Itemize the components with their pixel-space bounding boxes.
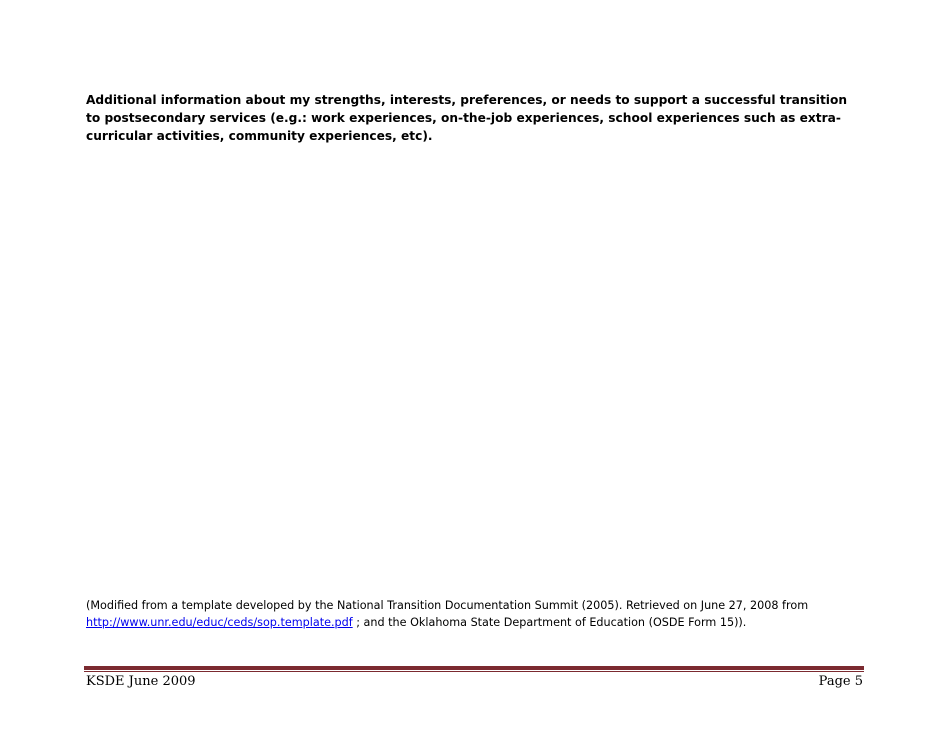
footer-rule-thin <box>84 671 864 672</box>
footer-date: KSDE June 2009 <box>86 674 196 689</box>
footer-rule-thick <box>84 666 864 670</box>
citation-prefix: (Modified from a template developed by the National Transition Documentation Summit (2005). Retrieved on June 27, 2008 from <box>86 599 809 612</box>
section-heading: Additional information about my strengths, interests, preferences, or needs to support a successful transition to postsecondary services (e.g.: work experiences, on-the-job experiences, school experiences such as extra-curricular activities, community experiences, etc). <box>86 93 847 143</box>
citation-note <box>86 598 866 631</box>
page-number: Page 5 <box>818 674 863 689</box>
citation-link[interactable]: http://www.unr.edu/educ/ceds/sop.template.pdf <box>86 615 353 629</box>
citation-suffix: ; and the Oklahoma State Department of Education (OSDE Form 15)). <box>352 615 747 629</box>
